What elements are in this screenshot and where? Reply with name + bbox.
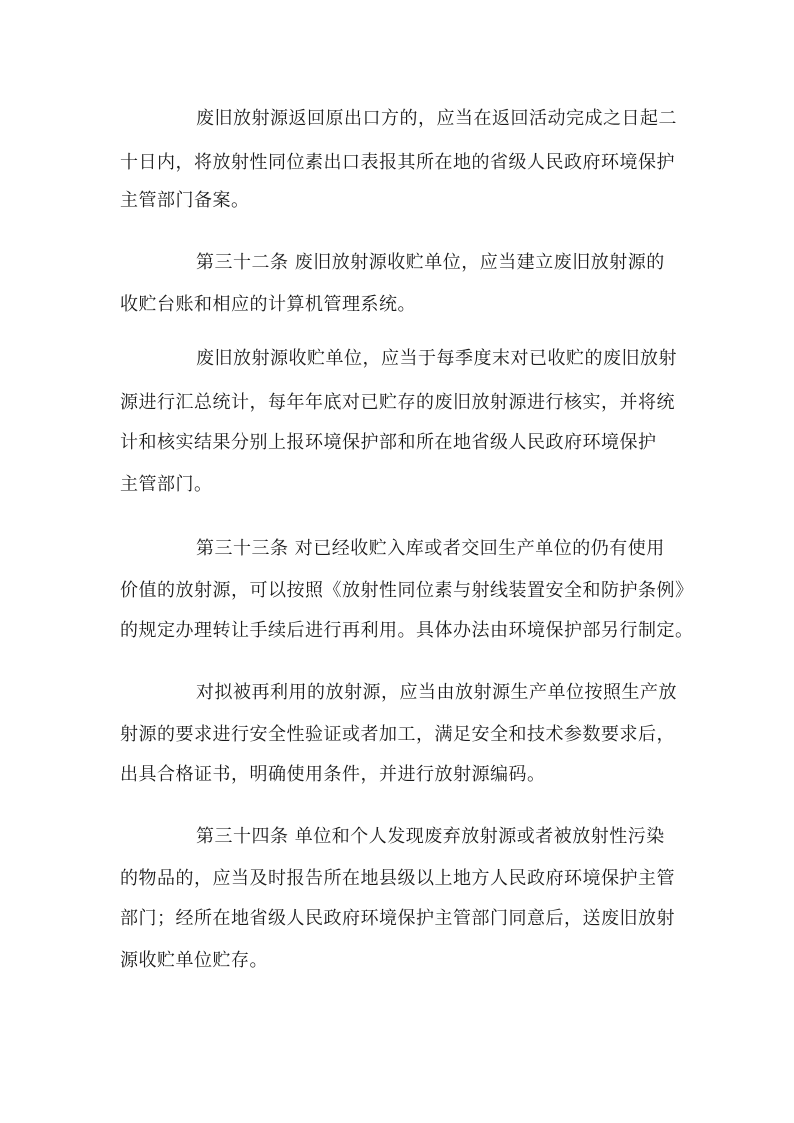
paragraph-1-line-3: 主管部门备案。 [120, 190, 250, 211]
paragraph-4-line-3: 的规定办理转让手续后进行再利用。具体办法由环境保护部另行制定。 [120, 620, 694, 641]
paragraph-2-line-1: 第三十二条 废旧放射源收贮单位，应当建立废旧放射源的 [196, 252, 665, 273]
paragraph-1-line-2: 十日内，将放射性同位素出口表报其所在地的省级人民政府环境保护 [120, 152, 675, 173]
paragraph-5-line-3: 出具合格证书，明确使用条件，并进行放射源编码。 [120, 764, 546, 785]
paragraph-6-line-3: 部门；经所在地省级人民政府环境保护主管部门同意后，送废旧放射 [120, 908, 675, 929]
paragraph-1-line-1: 废旧放射源返回原出口方的，应当在返回活动完成之日起二 [196, 108, 677, 129]
paragraph-3-line-2: 源进行汇总统计，每年年底对已贮存的废旧放射源进行核实，并将统 [120, 392, 675, 413]
paragraph-4-line-1: 第三十三条 对已经收贮入库或者交回生产单位的仍有使用 [196, 538, 665, 559]
paragraph-3-line-3: 计和核实结果分别上报环境保护部和所在地省级人民政府环境保护 [120, 432, 657, 453]
paragraph-2-line-2: 收贮台账和相应的计算机管理系统。 [120, 294, 416, 315]
paragraph-6-line-2: 的物品的，应当及时报告所在地县级以上地方人民政府环境保护主管 [120, 868, 675, 889]
paragraph-3-line-1: 废旧放射源收贮单位，应当于每季度末对已收贮的废旧放射 [196, 348, 677, 369]
paragraph-4-line-2: 价值的放射源，可以按照《放射性同位素与射线装置安全和防护条例》 [120, 580, 694, 601]
paragraph-6-line-4: 源收贮单位贮存。 [120, 950, 268, 971]
paragraph-5-line-2: 射源的要求进行安全性验证或者加工，满足安全和技术参数要求后， [120, 724, 675, 745]
paragraph-3-line-4: 主管部门。 [120, 474, 213, 495]
paragraph-5-line-1: 对拟被再利用的放射源，应当由放射源生产单位按照生产放 [196, 682, 677, 703]
paragraph-6-line-1: 第三十四条 单位和个人发现废弃放射源或者被放射性污染 [196, 826, 665, 847]
